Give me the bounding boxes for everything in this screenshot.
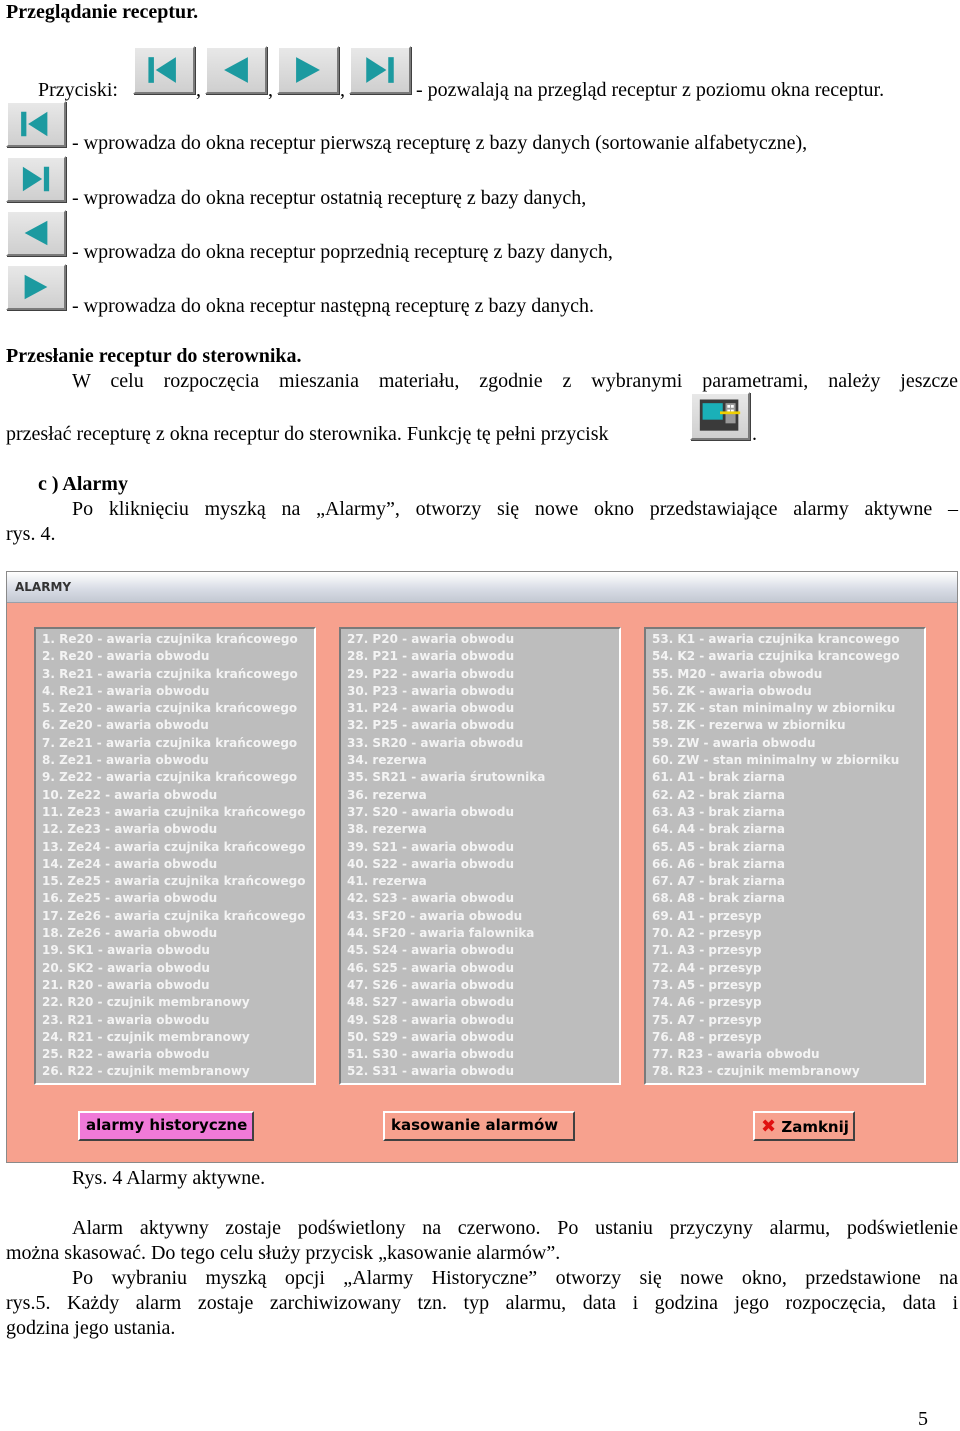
sentence-period: . bbox=[752, 423, 757, 445]
alarm-list-item[interactable]: 67. A7 - brak ziarna bbox=[652, 874, 785, 889]
alarm-list-item[interactable]: 75. A7 - przesyp bbox=[652, 1012, 762, 1027]
alarm-list-item[interactable]: 2. Re20 - awaria obwodu bbox=[42, 649, 210, 664]
alarm-list-item[interactable]: 49. S28 - awaria obwodu bbox=[347, 1012, 514, 1027]
send-to-controller-button[interactable] bbox=[690, 392, 750, 440]
alarm-list-column-2[interactable] bbox=[339, 627, 621, 1085]
first-record-button[interactable] bbox=[6, 101, 66, 147]
figure-caption: Rys. 4 Alarmy aktywne. bbox=[72, 1167, 266, 1189]
first-record-icon bbox=[8, 103, 64, 145]
alarm-list-item[interactable]: 68. A8 - brak ziarna bbox=[652, 891, 785, 906]
alarm-list-item[interactable]: 63. A3 - brak ziarna bbox=[652, 804, 785, 819]
alarm-list-item[interactable]: 56. ZK - awaria obwodu bbox=[652, 683, 812, 698]
previous-record-icon bbox=[207, 48, 265, 92]
page-number: 5 bbox=[918, 1408, 928, 1430]
alarm-list-item[interactable]: 66. A6 - brak ziarna bbox=[652, 856, 785, 871]
alarm-list-item[interactable]: 65. A5 - brak ziarna bbox=[652, 839, 785, 854]
alarm-list-item[interactable]: 57. ZK - stan minimalny w zbiorniku bbox=[652, 701, 896, 716]
alarm-list-item[interactable]: 24. R21 - czujnik membranowy bbox=[42, 1029, 250, 1044]
alarm-list-item[interactable]: 34. rezerwa bbox=[347, 753, 427, 768]
alarm-list-item[interactable]: 73. A5 - przesyp bbox=[652, 977, 762, 992]
controller-panel-icon bbox=[692, 394, 748, 438]
alarm-list-item[interactable]: 19. SK1 - awaria obwodu bbox=[42, 943, 210, 958]
alarm-list-item[interactable]: 47. S26 - awaria obwodu bbox=[347, 977, 514, 992]
alarms-window bbox=[6, 571, 958, 1163]
alarm-list-item[interactable]: 16. Ze25 - awaria obwodu bbox=[42, 891, 218, 906]
alarm-list-item[interactable]: 33. SR20 - awaria obwodu bbox=[347, 735, 524, 750]
clear-alarms-button[interactable]: kasowanie alarmów bbox=[383, 1111, 575, 1141]
alarm-list-item[interactable]: 36. rezerwa bbox=[347, 787, 427, 802]
last-record-icon bbox=[351, 48, 409, 92]
alarm-list-item[interactable]: 1. Re20 - awaria czujnika krańcowego bbox=[42, 632, 298, 646]
separator-comma: , bbox=[268, 79, 273, 101]
alarm-list-item[interactable]: 25. R22 - awaria obwodu bbox=[42, 1047, 210, 1062]
last-record-button[interactable] bbox=[6, 156, 66, 202]
alarm-list-item[interactable]: 77. R23 - awaria obwodu bbox=[652, 1047, 820, 1062]
alarm-list-item[interactable]: 28. P21 - awaria obwodu bbox=[347, 649, 515, 664]
separator-comma: , bbox=[340, 79, 345, 101]
alarm-list-item[interactable]: 4. Re21 - awaria obwodu bbox=[42, 683, 210, 698]
alarm-list-item[interactable]: 8. Ze21 - awaria obwodu bbox=[42, 753, 209, 768]
previous-record-icon bbox=[8, 212, 64, 254]
alarm-list-item[interactable]: 53. K1 - awaria czujnika krancowego bbox=[652, 632, 900, 646]
alarm-list-item[interactable]: 11. Ze23 - awaria czujnika krańcowego bbox=[42, 804, 306, 819]
alarm-list-item[interactable]: 30. P23 - awaria obwodu bbox=[347, 683, 515, 698]
alarm-list-item[interactable]: 31. P24 - awaria obwodu bbox=[347, 701, 515, 716]
paragraph-2-line1: Po wybraniu myszką opcji „Alarmy Historyczne” otworzy się nowe okno, przedstawione na bbox=[72, 1267, 958, 1289]
alarm-list-item[interactable]: 58. ZK - rezerwa w zbiorniku bbox=[652, 718, 846, 733]
alarm-list-item[interactable]: 23. R21 - awaria obwodu bbox=[42, 1012, 210, 1027]
alarm-history-button[interactable]: alarmy historyczne bbox=[78, 1111, 254, 1141]
alarm-list-item[interactable]: 32. P25 - awaria obwodu bbox=[347, 718, 515, 733]
paragraph-1-line1: Alarm aktywny zostaje podświetlony na czerwono. Po ustaniu przyczyny alarmu, podświetlenie bbox=[72, 1217, 958, 1239]
alarm-list-item[interactable]: 74. A6 - przesyp bbox=[652, 995, 762, 1010]
previous-record-button[interactable] bbox=[6, 210, 66, 256]
alarm-list-item[interactable]: 39. S21 - awaria obwodu bbox=[347, 839, 514, 854]
section-heading-browsing: Przeglądanie receptur. bbox=[6, 1, 199, 23]
alarm-list-item[interactable]: 48. S27 - awaria obwodu bbox=[347, 995, 514, 1010]
alarm-list-item[interactable]: 18. Ze26 - awaria obwodu bbox=[42, 926, 218, 941]
section-heading-send-recipe: Przesłanie receptur do sterownika. bbox=[6, 345, 302, 367]
description-next: - wprowadza do okna receptur następną recepturę z bazy danych. bbox=[72, 295, 594, 317]
first-record-button[interactable] bbox=[133, 46, 195, 94]
last-record-button[interactable] bbox=[349, 46, 411, 94]
alarm-list-item[interactable]: 40. S22 - awaria obwodu bbox=[347, 856, 514, 871]
next-record-button[interactable] bbox=[277, 46, 339, 94]
alarm-list-item[interactable]: 22. R20 - czujnik membranowy bbox=[42, 995, 250, 1010]
paragraph-1-line2: można skasować. Do tego celu służy przycisk „kasowanie alarmów”. bbox=[6, 1242, 561, 1264]
close-button[interactable] bbox=[753, 1111, 855, 1141]
alarm-list-item[interactable]: 13. Ze24 - awaria czujnika krańcowego bbox=[42, 839, 306, 854]
alarm-list-item[interactable]: 17. Ze26 - awaria czujnika krańcowego bbox=[42, 908, 306, 923]
alarm-list-item[interactable]: 60. ZW - stan minimalny w zbiorniku bbox=[652, 753, 900, 768]
separator-comma: , bbox=[196, 79, 201, 101]
next-record-button[interactable] bbox=[6, 264, 66, 310]
alarm-list-column-3[interactable] bbox=[644, 627, 926, 1085]
alarm-list-item[interactable]: 15. Ze25 - awaria czujnika krańcowego bbox=[42, 874, 306, 889]
alarm-list-item[interactable]: 44. SF20 - awaria falownika bbox=[347, 926, 535, 941]
alarm-list-item[interactable]: 21. R20 - awaria obwodu bbox=[42, 977, 210, 992]
alarm-list-item[interactable]: 64. A4 - brak ziarna bbox=[652, 822, 785, 837]
alarm-list-item[interactable]: 10. Ze22 - awaria obwodu bbox=[42, 787, 218, 802]
alarm-list-item[interactable]: 70. A2 - przesyp bbox=[652, 926, 762, 941]
alarm-list-item[interactable]: 50. S29 - awaria obwodu bbox=[347, 1029, 514, 1044]
alarm-list-item[interactable]: 45. S24 - awaria obwodu bbox=[347, 943, 514, 958]
alarm-list-item[interactable]: 46. S25 - awaria obwodu bbox=[347, 960, 514, 975]
alarm-list-item[interactable]: 78. R23 - czujnik membranowy bbox=[652, 1064, 860, 1079]
window-title: ALARMY bbox=[15, 580, 72, 594]
close-button-label: Zamknij bbox=[781, 1118, 849, 1136]
alarm-list-item[interactable]: 69. A1 - przesyp bbox=[652, 908, 762, 923]
send-recipe-text-line2: przesłać recepturę z okna receptur do sterownika. Funkcję tę pełni przycisk bbox=[6, 423, 609, 445]
alarm-list-item[interactable]: 72. A4 - przesyp bbox=[652, 960, 762, 975]
alarm-list-item[interactable]: 59. ZW - awaria obwodu bbox=[652, 735, 816, 750]
alarm-list-item[interactable]: 37. S20 - awaria obwodu bbox=[347, 804, 514, 819]
alarm-list-column-1[interactable] bbox=[34, 627, 316, 1085]
alarm-list-item[interactable]: 27. P20 - awaria obwodu bbox=[347, 632, 515, 646]
alarm-list-item[interactable]: 61. A1 - brak ziarna bbox=[652, 770, 785, 785]
paragraph-2-line2: rys.5. Każdy alarm zostaje zarchiwizowany tzn. typ alarmu, data i godzina jego rozpoczęcia, data i bbox=[6, 1292, 958, 1314]
alarm-list-item[interactable]: 5. Ze20 - awaria czujnika krańcowego bbox=[42, 701, 298, 716]
alarms-intro-line1: Po kliknięciu myszką na „Alarmy”, otworzy się nowe okno przedstawiające alarmy aktywne – bbox=[72, 498, 958, 520]
description-previous: - wprowadza do okna receptur poprzednią recepturę z bazy danych, bbox=[72, 241, 613, 263]
first-record-icon bbox=[135, 48, 193, 92]
buttons-description: - pozwalają na przegląd receptur z poziomu okna receptur. bbox=[416, 79, 885, 101]
alarm-list-item[interactable]: 3. Re21 - awaria czujnika krańcowego bbox=[42, 666, 298, 681]
alarm-list-item[interactable]: 9. Ze22 - awaria czujnika krańcowego bbox=[42, 770, 298, 785]
alarm-list-item[interactable]: 54. K2 - awaria czujnika krancowego bbox=[652, 649, 900, 664]
alarm-list-item[interactable]: 12. Ze23 - awaria obwodu bbox=[42, 822, 218, 837]
alarm-list-item[interactable]: 14. Ze24 - awaria obwodu bbox=[42, 856, 218, 871]
alarm-list-item[interactable]: 26. R22 - czujnik membranowy bbox=[42, 1064, 250, 1079]
next-record-icon bbox=[8, 266, 64, 308]
send-recipe-text-line1: W celu rozpoczęcia mieszania materiału, zgodnie z wybranymi parametrami, należy jeszcze bbox=[72, 370, 958, 392]
alarms-intro-line2: rys. 4. bbox=[6, 523, 56, 545]
description-first: - wprowadza do okna receptur pierwszą recepturę z bazy danych (sortowanie alfabetyczne), bbox=[72, 132, 808, 154]
close-icon: ✖ bbox=[761, 1116, 777, 1137]
alarm-list-item[interactable]: 38. rezerwa bbox=[347, 822, 427, 837]
buttons-label: Przyciski: bbox=[38, 79, 118, 101]
alarm-list-item[interactable]: 52. S31 - awaria obwodu bbox=[347, 1064, 514, 1079]
previous-record-button[interactable] bbox=[205, 46, 267, 94]
alarm-list-item[interactable]: 51. S30 - awaria obwodu bbox=[347, 1047, 514, 1062]
alarm-list-item[interactable]: 71. A3 - przesyp bbox=[652, 943, 762, 958]
paragraph-2-line3: godzina jego ustania. bbox=[6, 1317, 176, 1339]
last-record-icon bbox=[8, 158, 64, 200]
alarm-list-item[interactable]: 76. A8 - przesyp bbox=[652, 1029, 762, 1044]
alarm-list-item[interactable]: 6. Ze20 - awaria obwodu bbox=[42, 718, 209, 733]
alarm-list-item[interactable]: 41. rezerwa bbox=[347, 874, 427, 889]
window-title-bar bbox=[7, 572, 957, 603]
alarm-list-item[interactable]: 29. P22 - awaria obwodu bbox=[347, 666, 515, 681]
section-heading-alarms: c ) Alarmy bbox=[38, 473, 128, 495]
description-last: - wprowadza do okna receptur ostatnią recepturę z bazy danych, bbox=[72, 187, 587, 209]
alarm-list-item[interactable]: 7. Ze21 - awaria czujnika krańcowego bbox=[42, 735, 298, 750]
next-record-icon bbox=[279, 48, 337, 92]
alarm-list-item[interactable]: 55. M20 - awaria obwodu bbox=[652, 666, 823, 681]
alarm-list-item[interactable]: 42. S23 - awaria obwodu bbox=[347, 891, 514, 906]
alarm-list-item[interactable]: 35. SR21 - awaria śrutownika bbox=[347, 770, 546, 785]
alarm-list-item[interactable]: 62. A2 - brak ziarna bbox=[652, 787, 785, 802]
alarm-list-item[interactable]: 43. SF20 - awaria obwodu bbox=[347, 908, 523, 923]
alarm-list-item[interactable]: 20. SK2 - awaria obwodu bbox=[42, 960, 210, 975]
